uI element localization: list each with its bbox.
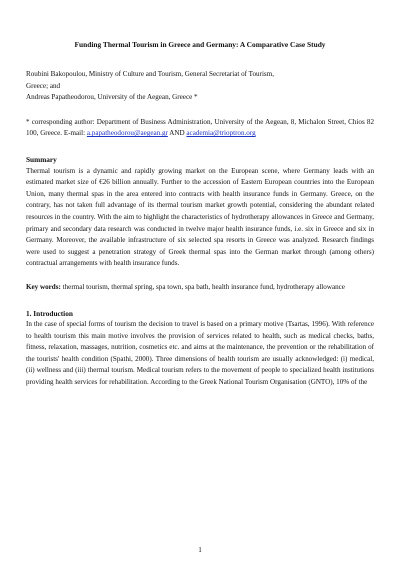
keywords-paragraph bbox=[26, 282, 374, 294]
paper-title: Funding Thermal Tourism in Greece and Germany: A Comparative Case Study bbox=[74, 40, 326, 49]
correspondence-address: * corresponding author: Department of Business Administration, University of the Aegean, 8, Michalon Street, Chios 82 100, Greece. E-mail: bbox=[26, 117, 374, 138]
paper-page bbox=[26, 40, 374, 389]
email-link-academia[interactable]: academia@trioptron.org bbox=[186, 129, 256, 138]
author-line-1: Roubini Bakopoulou, Ministry of Culture and Tourism, General Secretariat of Tourism, bbox=[26, 70, 274, 78]
author-line-2: Greece; and bbox=[26, 81, 61, 90]
summary-paragraph: Thermal tourism is a dynamic and rapidly growing market on the European scene, where Germany leads with an estimated market size of €26 billion annually. Further to the accession of Eastern European countries into the European Union, many thermal spas in the area entered into contracts with health insurance funds in Germany. Greece, on the contrary, has not taken full advantage of its thermal tourism market growth potential, considering the abundant related resources in the country. With the aim to highlight the characteristics of hydrotherapy allowances in Greece and Germany, primary and secondary data research was conducted in twelve major health insurance funds, i.e. six in Greece and six in Germany. Moreover, the available infrastructure of six selected spa resorts in Greece was analyzed. Research findings were used to suggest a penetration strategy of Greek thermal spas into the German market through (among others) contractual arrangements with health insurance funds. bbox=[26, 166, 374, 268]
email-link-papatheodorou[interactable]: a.papatheodorou@aegean.gr bbox=[86, 129, 168, 138]
keywords-list: thermal tourism, thermal spring, spa town, spa bath, health insurance fund, hydrotherapy allowance bbox=[60, 282, 345, 291]
author-block bbox=[26, 69, 374, 104]
page-number: 1 bbox=[198, 546, 202, 554]
summary-heading: Summary bbox=[26, 154, 57, 164]
author-line-3: Andreas Papatheodorou, University of the Aegean, Greece * bbox=[26, 93, 198, 102]
introduction-paragraph: In the case of special forms of tourism the decision to travel is based on a primary motive (Tsartas, 1996). With reference to health tourism this main motive involves the provision of services related to health, such as medical checks, baths, fitness, relaxation, massages, nutrition, cosmetics etc. and aims at the maintenance, the prevention or the rehabilitation of the tourists' health condition (Spathi, 2000). Three dimensions of health tourism are usually acknowledged: (i) medical, (ii) wellness and (iii) thermal tourism. Medical tourism refers to the movement of people to specialized health institutions providing health services for rehabilitation. According to the Greek National Tourism Organisation (GNTO), 10% of the bbox=[26, 320, 374, 387]
keywords-label: Key words: bbox=[26, 282, 61, 291]
introduction-heading: 1. Introduction bbox=[26, 308, 73, 318]
correspondence-and: AND bbox=[167, 129, 187, 138]
correspondence-note bbox=[26, 117, 374, 140]
